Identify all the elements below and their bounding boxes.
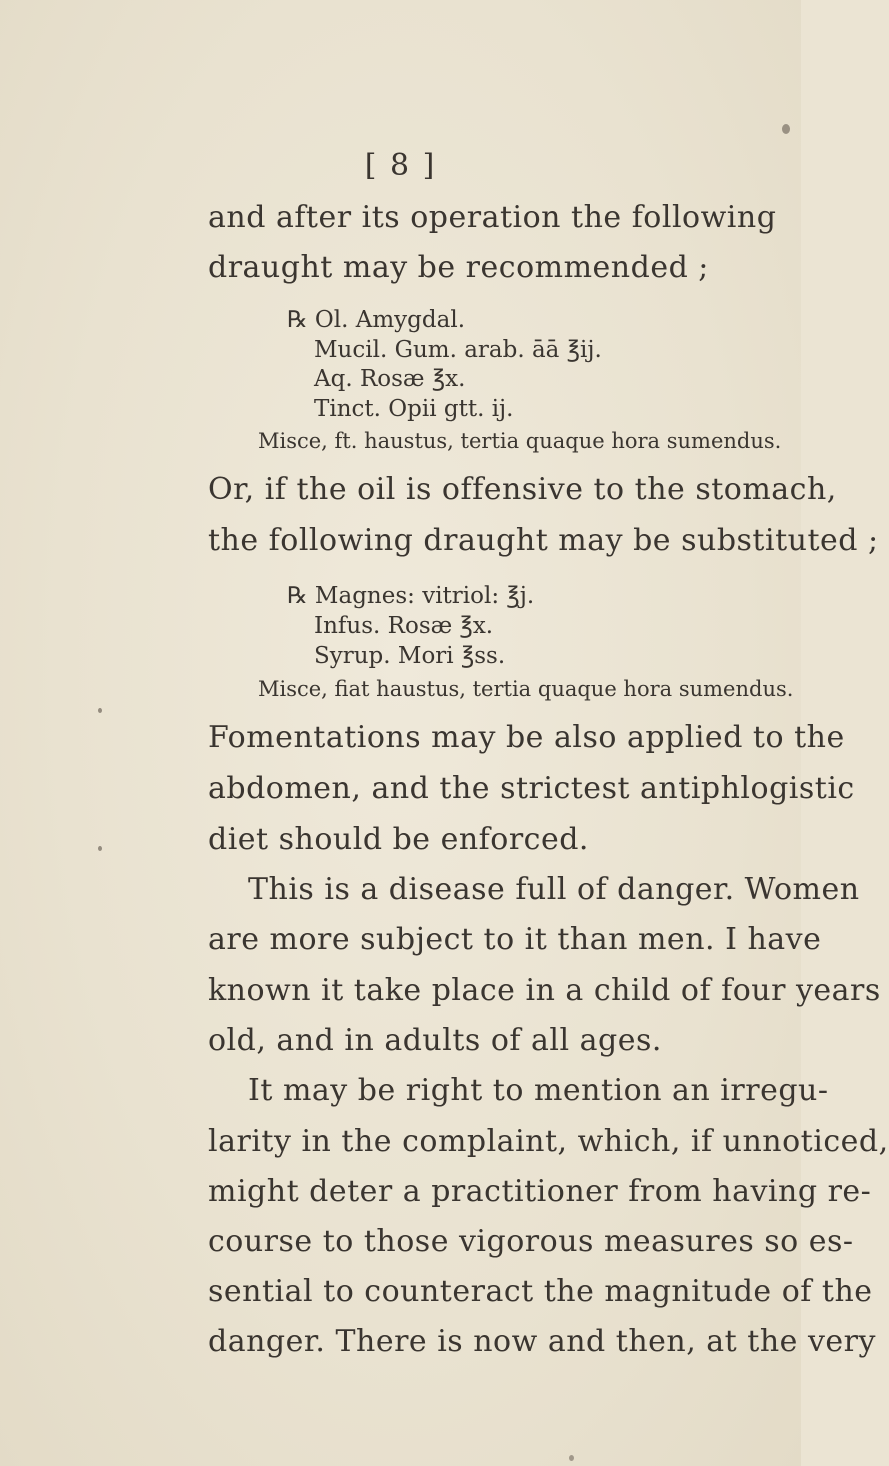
- recipe1-line2: Mucil. Gum. arab. āā ℥ij.: [314, 337, 602, 363]
- paper-stain: [569, 1455, 574, 1461]
- paragraph3-line2: abdomen, and the strictest antiphlogistic: [208, 771, 855, 806]
- paragraph4-line2: are more subject to it than men. I have: [208, 922, 822, 957]
- paper-stain: [98, 708, 102, 713]
- paragraph3-line3: diet should be enforced.: [208, 822, 589, 857]
- paragraph1-line2: draught may be recommended ;: [208, 250, 709, 285]
- recipe2-line1: ℞ Magnes: vitriol: ℥j.: [287, 583, 535, 609]
- paragraph5-line5: sential to counteract the magnitude of the: [208, 1274, 873, 1309]
- recipe1-line4: Tinct. Opii gtt. ij.: [314, 396, 514, 422]
- recipe1-line3: Aq. Rosæ ℥x.: [314, 366, 466, 392]
- paragraph2-line2: the following draught may be substituted ;: [208, 523, 879, 558]
- paragraph3-line1: Fomentations may be also applied to the: [208, 720, 845, 755]
- recipe2-line2: Infus. Rosæ ℥x.: [314, 613, 494, 639]
- paragraph5-line3: might deter a practitioner from having re-: [208, 1174, 872, 1209]
- recipe1-line1: ℞ Ol. Amygdal.: [287, 307, 466, 333]
- paragraph5-line1: It may be right to mention an irregu-: [248, 1073, 829, 1108]
- recipe2-instruction: Misce, fiat haustus, tertia quaque hora sumendus.: [258, 677, 794, 701]
- paragraph1-line1: and after its operation the following: [208, 200, 777, 235]
- paragraph4-line3: known it take place in a child of four years: [208, 973, 881, 1008]
- page-number: [ 8 ]: [364, 148, 437, 183]
- recipe1-instruction: Misce, ft. haustus, tertia quaque hora sumendus.: [258, 429, 782, 453]
- paragraph4-line4: old, and in adults of all ages.: [208, 1023, 662, 1058]
- paragraph2-line1: Or, if the oil is offensive to the stomach,: [208, 472, 837, 507]
- paper-stain: [782, 124, 790, 134]
- paragraph5-line2: larity in the complaint, which, if unnoticed,: [208, 1124, 889, 1159]
- paragraph5-line6: danger. There is now and then, at the very: [208, 1324, 876, 1359]
- recipe2-line3: Syrup. Mori ℥ss.: [314, 643, 506, 669]
- paragraph4-line1: This is a disease full of danger. Women: [248, 872, 860, 907]
- paragraph5-line4: course to those vigorous measures so es-: [208, 1224, 854, 1259]
- paper-stain: [98, 846, 102, 851]
